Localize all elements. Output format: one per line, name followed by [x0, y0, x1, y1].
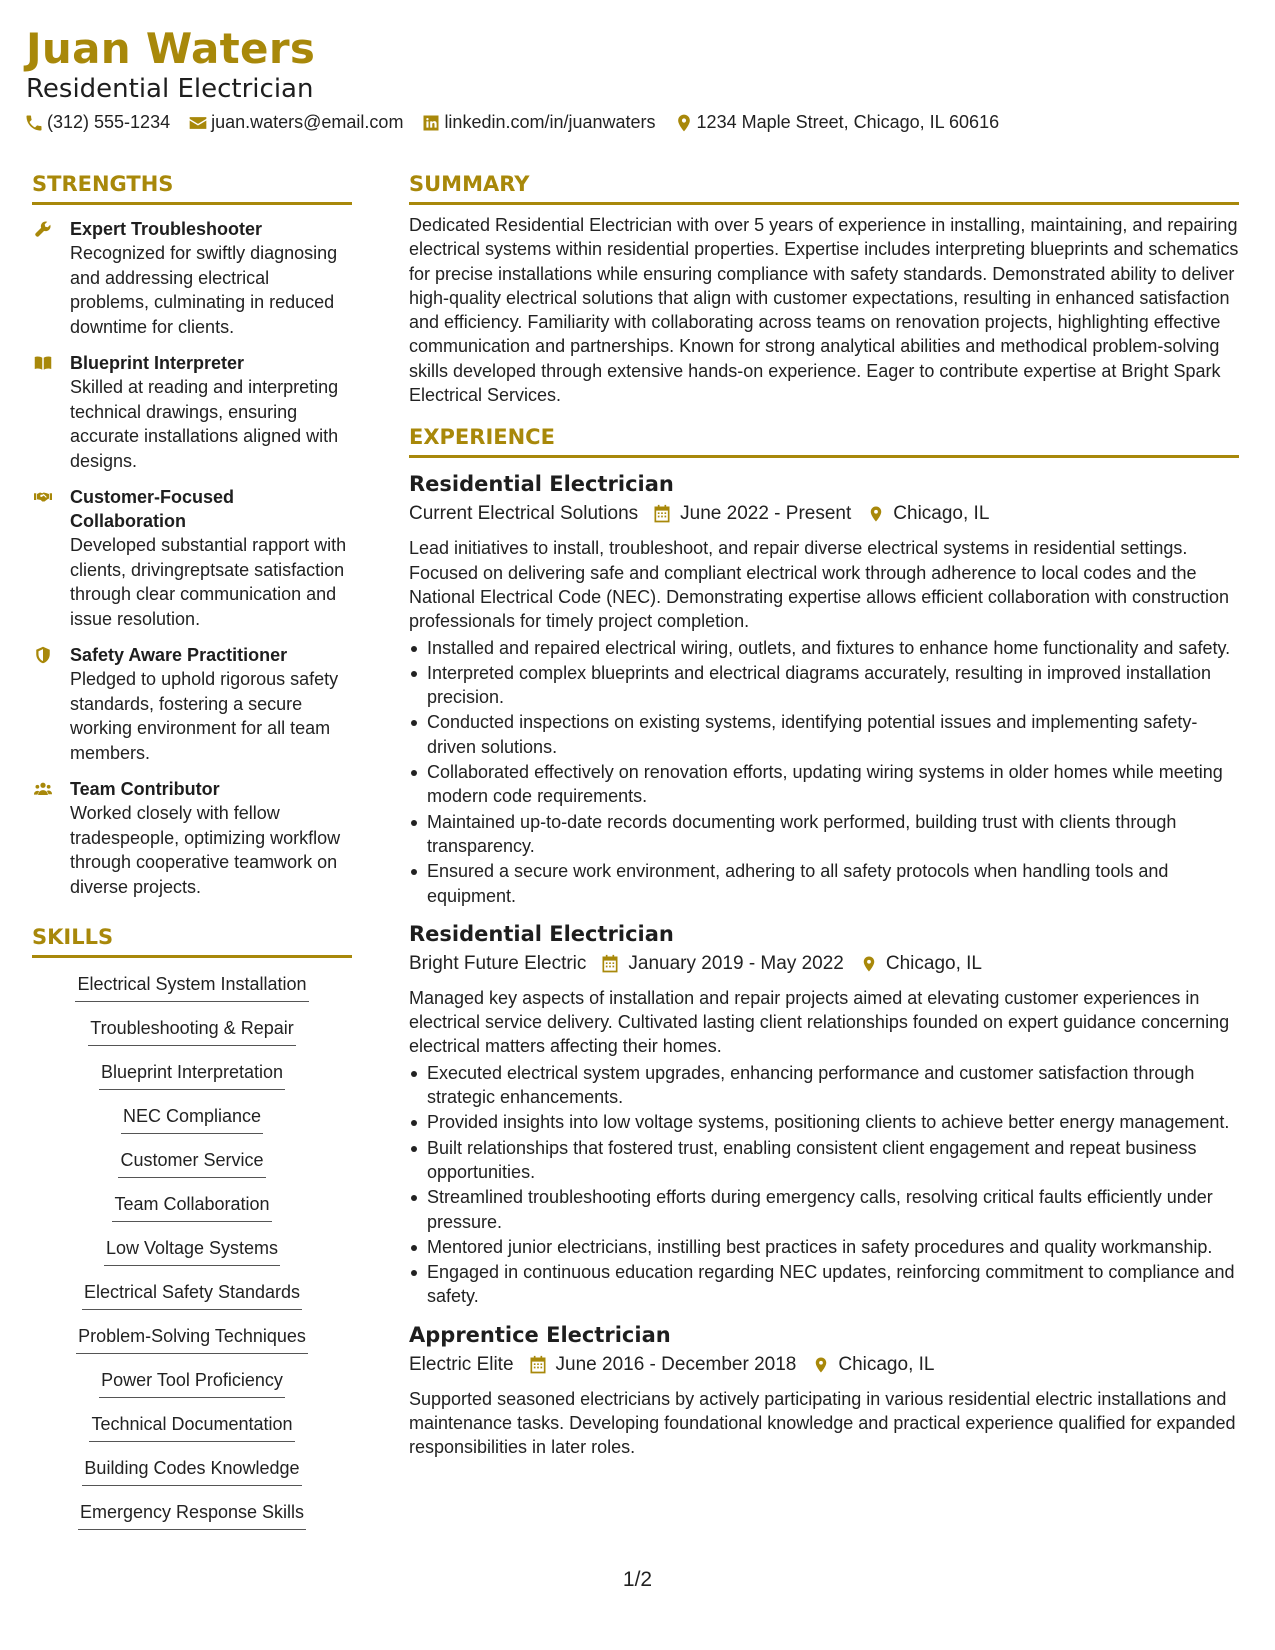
skill-item: Power Tool Proficiency: [99, 1368, 285, 1398]
job-description: Managed key aspects of installation and repair projects aimed at elevating customer experiences in electrical service delivery. Cultivated lasting client relationships founded on expert guidance concerning electrical matters affecting their homes.: [409, 987, 1230, 1057]
skill-item: Customer Service: [118, 1148, 265, 1178]
map-pin-icon: [860, 954, 878, 974]
strength-item: [32, 351, 352, 473]
job-dates: January 2019 - May 2022: [628, 952, 844, 974]
skill-item: Problem-Solving Techniques: [76, 1324, 308, 1354]
job-dates: June 2022 - Present: [680, 503, 852, 525]
map-pin-icon: [674, 113, 694, 133]
job-bullet: Maintained up-to-date records documenting work performed, building trust with clients through transparency.: [409, 810, 1239, 859]
phone-text: (312) 555-1234: [47, 112, 171, 132]
map-pin-icon: [812, 1355, 830, 1375]
job-entry: [409, 920, 1239, 1309]
shield-icon: [32, 646, 54, 664]
skill-item: Technical Documentation: [89, 1412, 294, 1442]
contact-email[interactable]: [188, 112, 403, 133]
skills-heading: SKILLS: [32, 925, 352, 958]
skills-list: [32, 972, 352, 1544]
page-number: 1/2: [622, 1568, 653, 1591]
skill-item: Emergency Response Skills: [78, 1500, 306, 1530]
job-company: Current Electrical Solutions: [409, 503, 639, 525]
strength-text: Recognized for swiftly diagnosing and addressing electrical problems, culminating in reduced downtime for clients.: [70, 243, 338, 337]
calendar-icon: [528, 1355, 548, 1375]
job-location: Chicago, IL: [838, 1353, 935, 1375]
email-text[interactable]: juan.waters@email.com: [211, 112, 404, 132]
job-bullet: Built relationships that fostered trust, enabling consistent client engagement and repeat business opportunities.: [409, 1136, 1239, 1185]
map-pin-icon: [867, 504, 885, 524]
strength-item: [32, 217, 352, 339]
linkedin-text[interactable]: linkedin.com/in/juanwaters: [444, 112, 656, 132]
job-bullet: Engaged in continuous education regarding NEC updates, reinforcing commitment to compliance and safety.: [409, 1260, 1239, 1309]
job-bullet: Interpreted complex blueprints and electrical diagrams accurately, resulting in improved installation precision.: [409, 661, 1239, 710]
strength-title: Blueprint Interpreter: [70, 353, 245, 373]
job-bullet: Installed and repaired electrical wiring, outlets, and fixtures to enhance home functionality and safety.: [409, 636, 1239, 660]
users-icon: [32, 780, 54, 798]
job-bullet: Conducted inspections on existing systems, identifying potential issues and implementing safety-driven solutions.: [409, 710, 1239, 759]
job-meta: [409, 500, 1239, 528]
contact-address: [674, 112, 1000, 133]
strengths-heading: STRENGTHS: [32, 172, 352, 205]
summary-text: Dedicated Residential Electrician with over 5 years of experience in installing, maintaining, and repairing electrical systems within residential properties. Expertise includes interpreting blueprints and schematics for precise installations while ensuring compliance with safety standards. Demonstrated ability to deliver high-quality electrical solutions that align with customer expectations, resulting in enhanced satisfaction and efficiency. Familiarity with collaborating across teams on renovation projects, highlighting effective communication and partnerships. Known for strong analytical abilities and methodical problem-solving skills developed through extensive hands-on experience. Eager to contribute expertise at Bright Spark Electrical Services.: [409, 215, 1239, 406]
strength-title: Safety Aware Practitioner: [70, 645, 288, 665]
handshake-icon: [32, 488, 54, 506]
calendar-icon: [600, 954, 620, 974]
skill-item: Electrical Safety Standards: [82, 1280, 302, 1310]
job-bullet: Executed electrical system upgrades, enhancing performance and customer satisfaction through strategic enhancements.: [409, 1061, 1239, 1110]
skill-item: Low Voltage Systems: [104, 1236, 280, 1266]
skill-item: Electrical System Installation: [75, 972, 308, 1002]
job-location: Chicago, IL: [893, 503, 990, 525]
left-column: [32, 172, 352, 1544]
job-bullet: Mentored junior electricians, instilling best practices in safety procedures and quality workmanship.: [409, 1235, 1239, 1259]
skill-item: Troubleshooting & Repair: [88, 1016, 295, 1046]
strength-text: Worked closely with fellow tradespeople, optimizing workflow through cooperative teamwork on diverse projects.: [70, 803, 341, 897]
contact-linkedin[interactable]: [421, 112, 655, 133]
book-icon: [32, 354, 54, 372]
skill-item: Team Collaboration: [112, 1192, 271, 1222]
right-column: [409, 172, 1239, 1460]
job-company: Bright Future Electric: [409, 952, 587, 974]
strength-text: Developed substantial rapport with clients, drivingreptsate satisfaction through clear communication and issue resolution.: [70, 535, 347, 629]
job-dates: June 2016 - December 2018: [555, 1353, 797, 1375]
job-meta: [409, 950, 1239, 978]
strength-title: Expert Troubleshooter: [70, 219, 263, 239]
job-title: Residential Electrician: [409, 921, 674, 946]
job-description: Lead initiatives to install, troubleshoot, and repair diverse electrical systems in residential settings. Focused on delivering safe and compliant electrical work through adherence to local codes and the National Electrical Code (NEC). Demonstrating expertise allows efficient collaboration with construction professionals for timely project completion.: [409, 538, 1230, 632]
strength-title: Team Contributor: [70, 779, 220, 799]
address-text: 1234 Maple Street, Chicago, IL 60616: [696, 112, 1000, 132]
job-location: Chicago, IL: [885, 952, 982, 974]
skill-item: Building Codes Knowledge: [82, 1456, 301, 1486]
job-title: Apprentice Electrician: [409, 1322, 671, 1347]
job-company: Electric Elite: [409, 1353, 514, 1375]
strength-title: Customer-Focused Collaboration: [70, 487, 235, 531]
strength-item: [32, 777, 352, 899]
strength-text: Pledged to uphold rigorous safety standards, fostering a secure working environment for all team members.: [70, 669, 339, 763]
job-description: Supported seasoned electricians by actively participating in various residential electric installations and maintenance tasks. Developing foundational knowledge and practical experience qualified for expanded responsibilities in later roles.: [409, 1388, 1236, 1458]
job-title: Residential Electrician: [409, 472, 674, 497]
contact-bar: [24, 112, 1017, 133]
strength-text: Skilled at reading and interpreting technical drawings, ensuring accurate installations aligned with designs.: [70, 377, 339, 471]
job-bullet: Collaborated effectively on renovation efforts, updating wiring systems in older homes while meeting modern code requirements.: [409, 760, 1239, 809]
skill-item: NEC Compliance: [121, 1104, 263, 1134]
candidate-name: Juan Waters: [26, 24, 316, 73]
skill-item: Blueprint Interpretation: [99, 1060, 285, 1090]
job-entry: [409, 470, 1239, 907]
strength-item: [32, 485, 352, 631]
experience-heading: EXPERIENCE: [409, 425, 1239, 458]
job-bullet: Provided insights into low voltage systems, positioning clients to achieve better energy management.: [409, 1110, 1239, 1134]
strength-item: [32, 643, 352, 765]
envelope-icon: [188, 113, 208, 133]
job-entry: [409, 1321, 1239, 1460]
summary-heading: SUMMARY: [409, 172, 1239, 205]
job-meta: [409, 1351, 1239, 1379]
candidate-title: Residential Electrician: [26, 74, 314, 104]
job-bullet: Ensured a secure work environment, adhering to all safety protocols when handling tools and equipment.: [409, 859, 1239, 908]
linkedin-icon: [421, 113, 441, 133]
job-bullets: [409, 636, 1239, 908]
phone-icon: [24, 113, 44, 133]
wrench-icon: [32, 220, 54, 238]
contact-phone: [24, 112, 170, 133]
calendar-icon: [652, 504, 672, 524]
job-bullets: [409, 1061, 1239, 1309]
job-bullet: Streamlined troubleshooting efforts during emergency calls, resolving critical faults efficiently under pressure.: [409, 1185, 1239, 1234]
